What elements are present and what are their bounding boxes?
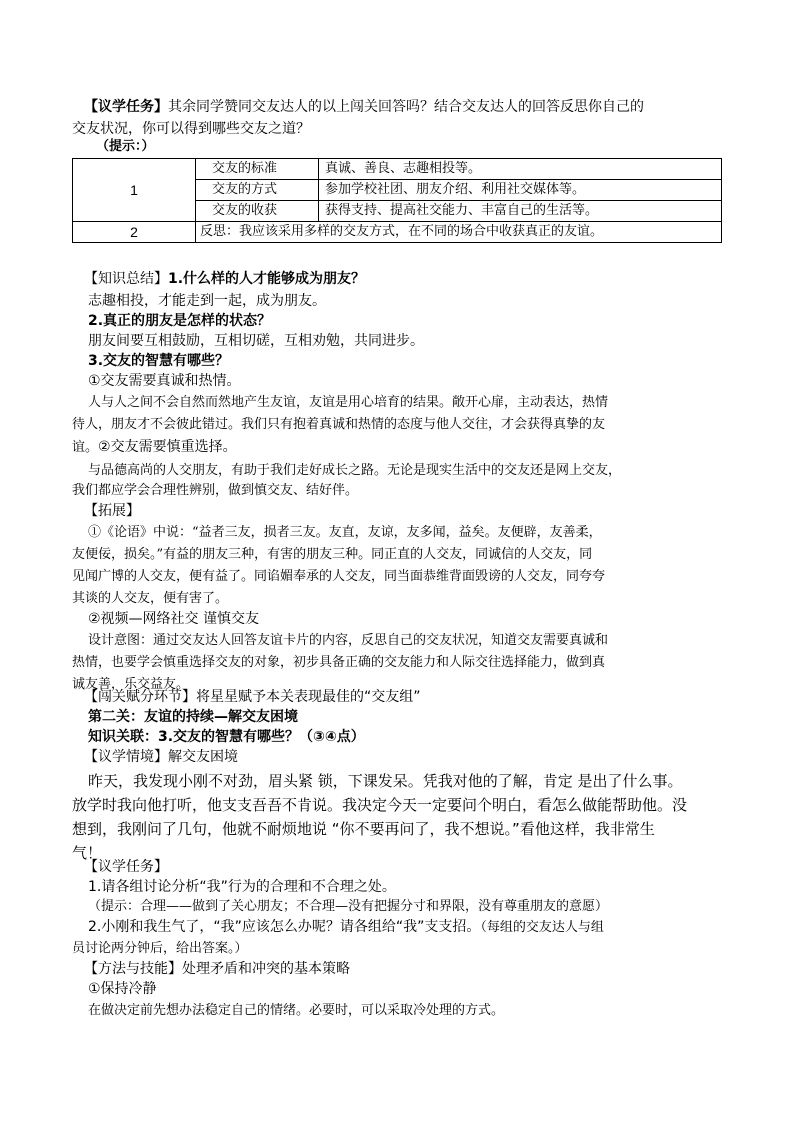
summary-q2: 2.真正的朋友是怎样的状态？ [88, 313, 272, 329]
summary-text-line: 待人，朋友才不会彼此错过。我们只有抱着真诚和热情的态度与他人交往，才会获得真挚的友 [72, 417, 606, 432]
hint-label: （提示：） [96, 139, 155, 154]
table-cell-key: 交友的标准 [196, 159, 319, 180]
hint-table [72, 158, 722, 243]
table-cell-key: 交友的方式 [196, 180, 319, 201]
task2-hint: （提示：合理——做到了关心朋友；不合理—没有把握分寸和界限，没有尊重朋友的意愿） [88, 899, 609, 914]
task-bracket-label: 【议学任务】 [84, 99, 168, 115]
table-cell-key: 交友的收获 [196, 201, 319, 222]
summary-point1: ①交友需要真诚和热情。 [88, 373, 241, 389]
summary-point2: ②交友需要慎重选择。 [98, 439, 237, 455]
method-point1: ①保持冷静 [88, 981, 157, 997]
situation-text-line: 气！ [72, 844, 103, 862]
method-title: 处理矛盾和冲突的基本策略 [182, 961, 350, 977]
summary-q1-line [84, 268, 365, 290]
task-text: 其余同学赞同交友达人的以上闯关回答吗？结合交友达人的回答反思你自己的 [168, 99, 644, 115]
situation-text-line: 放学时我向他打听，他支支吾吾不肯说。我决定今天一定要问个明白，看怎么做能帮助他。没 [72, 796, 688, 814]
table-cell-value: 真诚、善良、志趣相投等。 [319, 159, 722, 180]
summary-bracket-label: 【知识总结】 [84, 271, 168, 287]
task2-question2-note: （每组的交友达人与组 [480, 920, 604, 935]
design-intent-line: 热情，也要学会慎重选择交友的对象，初步具备正确的交友能力和人际交往选择能力，做到真 [72, 655, 606, 670]
situation-title: 解交友困境 [168, 749, 238, 765]
summary-text-line [72, 436, 237, 459]
award-line [84, 686, 421, 708]
table-row-number: 2 [73, 222, 196, 243]
summary-a2: 朋友间要互相鼓励，互相切磋，互相劝勉，共同进步。 [88, 333, 424, 349]
design-intent-line: 设计意图：通过交友达人回答友谊卡片的内容，反思自己的交友状况，知道交友需要真诚和 [88, 633, 609, 648]
expand-text-line: ①《论语》中说：“益者三友，损者三友。友直，友谅，友多闻，益矣。友便辟，友善柔， [88, 525, 602, 540]
summary-text-line: 人与人之间不会自然而然地产生友谊，友谊是用心培育的结果。敞开心扉，主动表达，热情 [88, 395, 609, 410]
situation-line [84, 746, 238, 768]
task2-question1: 1.请各组讨论分析“我”行为的合理和不合理之处。 [88, 879, 396, 895]
method-bracket-label: 【方法与技能】 [84, 961, 182, 977]
situation-text-line: 想到，我刚问了几句，他就不耐烦地说 “你不要再问了，我不想说。”看他这样，我非常生 [72, 820, 655, 838]
table-row-number: 1 [73, 159, 196, 222]
design-intent-line: 诚友善，乐交益友。 [72, 677, 190, 692]
task2-title: 【议学任务】 [84, 859, 168, 875]
level2-title: 第二关：友谊的持续—解交友困境 [88, 709, 298, 725]
task-paragraph-line2: 交友状况，你可以得到哪些交友之道？ [72, 121, 310, 137]
summary-text-line: 我们都应学会合理性辨别，做到慎交友、结好伴。 [72, 483, 359, 498]
expand-text-line: 见闻广博的人交友，便有益了。同谄媚奉承的人交友，同当面恭维背面毁谤的人交友，同夸夸 [72, 569, 606, 584]
task2-question2-line [88, 916, 604, 939]
table-cell-merged: 反思：我应该采用多样的交友方式，在不同的场合中收获真正的友谊。 [196, 222, 722, 243]
table-cell-value: 获得支持、提高社交能力、丰富自己的生活等。 [319, 201, 722, 222]
situation-bracket-label: 【议学情境】 [84, 749, 168, 765]
summary-a1: 志趣相投，才能走到一起，成为朋友。 [88, 293, 326, 309]
expand-video-line: ②视频—网络社交 谨慎交友 [88, 611, 260, 627]
task-paragraph-line1 [84, 96, 644, 118]
award-text: 将星星赋予本关表现最佳的“交友组” [196, 689, 421, 705]
award-bracket-label: 【闯关赋分环节】 [84, 689, 196, 705]
expand-text-line: 友便佞，损矣。”有益的朋友三种，有害的朋友三种。同正直的人交友，同诚信的人交友，同 [72, 547, 593, 562]
summary-q3: 3.交友的智慧有哪些？ [88, 353, 230, 369]
expand-text-line: 其谈的人交友，便有害了。 [72, 591, 229, 606]
method-line [84, 958, 350, 980]
method-text: 在做决定前先想办法稳定自己的情绪。必要时，可以采取冷处理的方式。 [88, 1003, 505, 1018]
table-row [73, 159, 722, 180]
expand-title: 【拓展】 [84, 503, 140, 519]
summary-text-fragment: 谊。 [72, 440, 99, 455]
task2-question2-note-cont: 员讨论两分钟后，给出答案。） [72, 941, 248, 956]
table-cell-value: 参加学校社团、朋友介绍、利用社交媒体等。 [319, 180, 722, 201]
level2-knowledge-link: 知识关联：3.交友的智慧有哪些？（③④点） [88, 729, 365, 745]
situation-text-line: 昨天，我发现小刚不对劲，眉头紧 锁，下课发呆。凭我对他的了解，肯定 是出了什么事。 [88, 772, 683, 790]
task2-question2: 2.小刚和我生气了，“我”应该怎么办呢？请各组给“我”支支招。 [88, 919, 481, 935]
summary-q1: 1.什么样的人才能够成为朋友？ [168, 271, 366, 287]
summary-text-line: 与品德高尚的人交朋友，有助于我们走好成长之路。无论是现实生活中的交友还是网上交友， [88, 463, 622, 478]
table-row [73, 222, 722, 243]
